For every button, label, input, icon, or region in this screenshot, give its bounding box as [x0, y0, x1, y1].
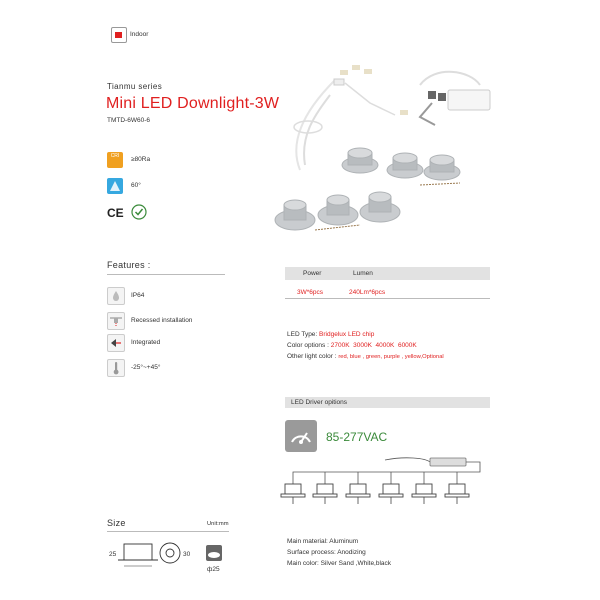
power-column-header: Power [303, 270, 322, 277]
ce-mark: CE [107, 206, 124, 220]
cri-value: ≥80Ra [131, 156, 151, 163]
surface-process: Surface process: Anodizing [287, 549, 366, 556]
main-material: Main material: Aluminum [287, 538, 359, 545]
beam-angle-value: 60° [131, 182, 141, 189]
features-heading: Features : [107, 260, 151, 270]
dim-depth: 30 [183, 551, 191, 558]
led-type: LED Type: Bridgelux LED chip [287, 331, 375, 338]
thermometer-icon [107, 359, 125, 377]
dim-diameter: ф25 [207, 566, 220, 573]
other-light-color: Other light color : red, blue , green, purple , yellow,Optional [287, 353, 444, 360]
driver-header [285, 397, 490, 408]
feature-integrated: Integrated [131, 339, 161, 346]
front-view-drawing [159, 542, 181, 564]
driver-voltage: 85-277VAC [326, 430, 388, 444]
dim-height: 25 [109, 551, 117, 558]
driver-heading: LED Driver opitions [291, 399, 347, 406]
category-label: Indoor [130, 31, 149, 38]
series-label: Tianmu series [107, 82, 163, 91]
size-unit: Unit:mm [207, 521, 229, 527]
feature-temperature: -25°~+45° [131, 364, 161, 371]
page-title: Mini LED Downlight-3W [106, 95, 280, 112]
spec-table-header [285, 267, 490, 280]
product-photo [260, 55, 510, 255]
beam-angle-icon [107, 178, 123, 194]
table-divider [285, 298, 490, 299]
lumen-value: 240Lm*6pcs [349, 289, 386, 296]
indoor-icon [111, 27, 127, 43]
feature-ip-rating: IP64 [131, 292, 145, 299]
drop-icon [107, 287, 125, 305]
model-number: TMTD-6W60-6 [107, 117, 150, 124]
main-color: Main color: Silver Sand ,White,black [287, 560, 392, 567]
rohs-icon [131, 204, 147, 220]
features-divider [107, 274, 225, 275]
integrated-icon [107, 334, 125, 352]
color-options: Color options : 2700K 3000K 4000K 6000K [287, 342, 417, 349]
lumen-column-header: Lumen [353, 270, 373, 277]
cri-icon: CRI [107, 152, 123, 168]
feature-installation: Recessed installation [131, 317, 193, 324]
power-value: 3W*6pcs [297, 289, 324, 296]
recessed-icon [107, 312, 125, 330]
size-divider [107, 531, 229, 532]
dimmer-icon [285, 420, 317, 452]
wiring-diagram [275, 452, 490, 512]
side-view-drawing [118, 542, 158, 570]
size-heading: Size [107, 518, 126, 528]
cutout-icon [206, 545, 222, 561]
